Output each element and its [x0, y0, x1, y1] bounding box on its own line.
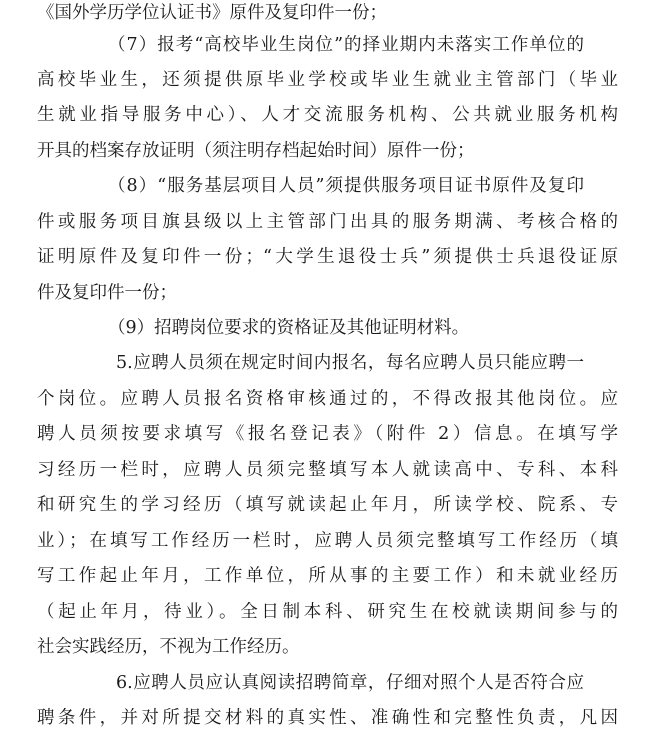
text-line: 聘人员须按要求填写《报名登记表》（附件 2）信息。在填写学	[37, 424, 618, 444]
text-line: 和研究生的学习经历（填写就读起止年月，所读学校、院系、专	[37, 495, 618, 515]
text-line: 业）；在填写工作经历一栏时，应聘人员须完整填写工作经历（填	[37, 531, 618, 551]
text-line: 《国外学历学位认证书》原件及复印件一份；	[37, 3, 387, 23]
text-line: 证明原件及复印件一份；“大学生退役士兵”须提供士兵退役证原	[37, 247, 618, 267]
text-line: （8）“服务基层项目人员”须提供服务项目证书原件及复印	[108, 176, 584, 196]
text-line: 高校毕业生，还须提供原毕业学校或毕业生就业主管部门（毕业	[37, 70, 618, 90]
text-line: 聘条件，并对所提交材料的真实性、准确性和完整性负责，凡因	[37, 708, 618, 728]
text-line: 开具的档案存放证明（须注明存档起始时间）原件一份；	[37, 141, 475, 161]
text-line: 社会实践经历，不视为工作经历。	[37, 637, 300, 657]
text-line: 个岗位。应聘人员报名资格审核通过的，不得改报其他岗位。应	[37, 389, 618, 409]
text-line: （9）招聘岗位要求的资格证及其他证明材料。	[108, 318, 470, 338]
text-line: 5.应聘人员须在规定时间内报名，每名应聘人员只能应聘一	[116, 353, 584, 373]
text-line: 写工作起止年月，工作单位，所从事的主要工作）和未就业经历	[37, 566, 618, 586]
text-line: 件或服务项目旗县级以上主管部门出具的服务期满、考核合格的	[37, 212, 618, 232]
text-line: 习经历一栏时，应聘人员须完整填写本人就读高中、专科、本科	[37, 460, 618, 480]
text-line: （7）报考“高校毕业生岗位”的择业期内未落实工作单位的	[108, 35, 584, 55]
text-line: 生就业指导服务中心）、人才交流服务机构、公共就业服务机构	[37, 105, 618, 125]
text-line: 件及复印件一份；	[37, 283, 177, 303]
text-line: （起止年月，待业）。全日制本科、研究生在校就读期间参与的	[37, 602, 618, 622]
text-line: 6.应聘人员应认真阅读招聘简章，仔细对照个人是否符合应	[116, 673, 584, 693]
